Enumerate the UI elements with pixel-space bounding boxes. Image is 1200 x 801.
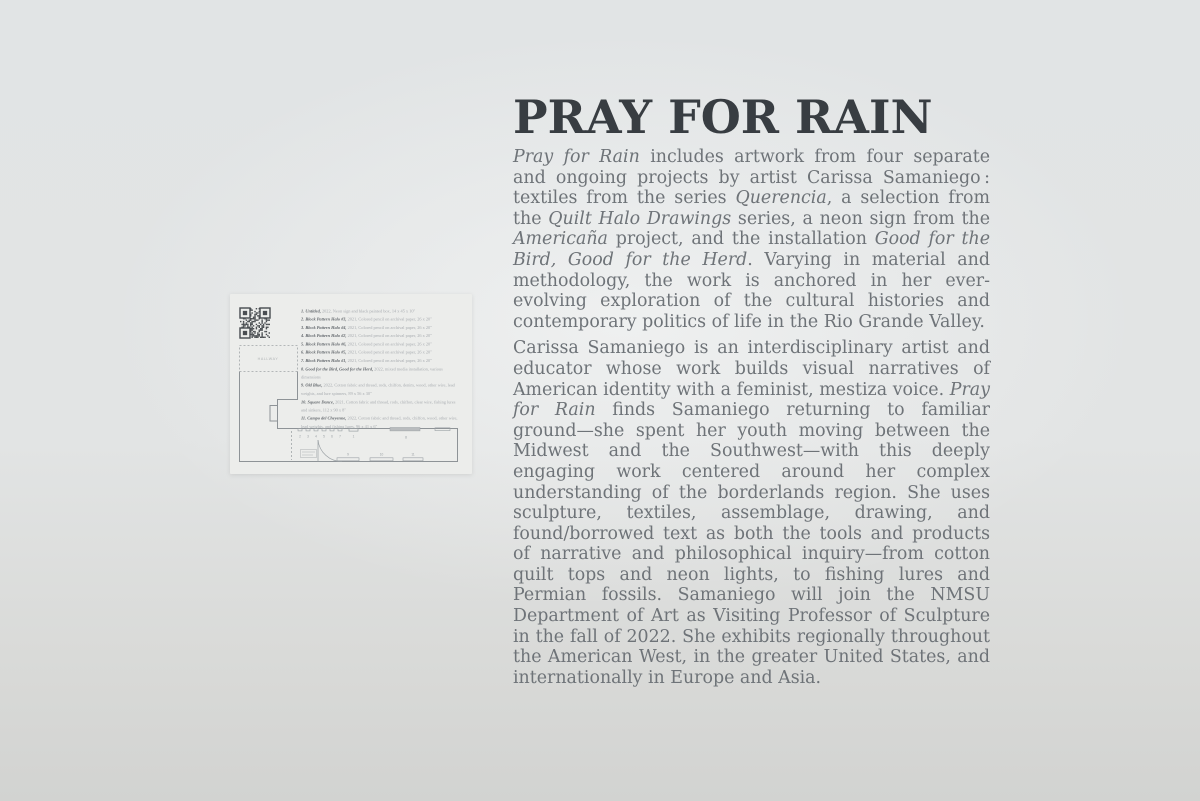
svg-text:11: 11	[411, 452, 415, 457]
checklist-item-7: 7. Block Pattern Halo #1, 2021, Colored pencil on archival paper, 26 x 20"	[301, 357, 432, 363]
svg-text:9: 9	[347, 452, 349, 457]
checklist-item-2: 2. Block Pattern Halo #3, 2021, Colored pencil on archival paper, 26 x 20"	[301, 316, 432, 322]
svg-text:5: 5	[323, 434, 325, 439]
svg-text:10: 10	[379, 452, 384, 457]
note-box	[301, 450, 317, 458]
hallway-label: HALLWAY	[257, 357, 279, 361]
checklist-item-11: 11. Campo del Cheyenne, 2022, Cotton fabric and thread, rods, chiffon, wood, other wire, lead weights, and fishing lures, 96 x 41 x 6"	[301, 415, 458, 430]
plan-number-8: 8	[405, 435, 407, 440]
checklist-item-10: 10. Square Dance, 2021, Cotton fabric and thread, rods, chiffon, clear wire, fishing lures and sinkers, 112 x 90 x 8"	[301, 399, 456, 413]
door-swing	[318, 440, 342, 462]
wall-text	[513, 90, 991, 694]
svg-text:4: 4	[315, 434, 317, 439]
checklist-item-1: 1. Untitled, 2022, Neon sign and black painted box, 14 x 45 x 10"	[301, 308, 416, 314]
artwork-markers-bottom	[337, 453, 423, 461]
checklist-item-9: 9. Old Blue, 2022, Cotton fabric and thread, rods, chiffon, denim, wood, other wire, lead weights, and lure spinners, 89 x 56 x 30"	[301, 382, 455, 396]
exhibition-title: PRAY FOR RAIN	[513, 90, 933, 144]
svg-text:7: 7	[339, 434, 341, 439]
plan-number-1: 1	[352, 434, 355, 439]
svg-text:6: 6	[331, 434, 333, 439]
exhibition-essay	[513, 147, 990, 688]
checklist-item-8: 8. Good for the Bird, Good for the Herd, 2022, mixed media installation, various dimensions	[301, 366, 443, 380]
qr-code-icon	[240, 308, 270, 338]
floor-plan-sheet	[230, 294, 472, 474]
essay-paragraph-1: Pray for Rain includes artwork from four separate and ongoing projects by artist Carissa Samaniego : textiles from the series Querencia, a selection from the Quilt Halo Drawings series, a neon sign from the Americaña project, and the installation Good for the Bird, Good for the Herd. Varying in material and methodology, the work is anchored in her ever-evolving exploration of the cultural histories and contemporary politics of life in the Rio Grande Valley.	[513, 147, 991, 332]
essay-paragraph-2: Carissa Samaniego is an interdisciplinary artist and educator whose work builds visual narratives of American identity with a feminist, mestiza voice. Pray for Rain finds Samaniego returning to familiar ground—she spent her youth moving between the Midwest and the Southwest—with this deeply engaging work centered around her complex understanding of the borderlands region. She uses sculpture, textiles, assemblage, drawing, and found/borrowed text as both the tools and products of narrative and philosophical inquiry—from cotton quilt tops and neon lights, to fishing lures and Permian fossils. Samaniego will join the NMSU Department of Art as Visiting Professor of Sculpture in the fall of 2022. She exhibits regionally throughout the American West, in the greater United States, and internationally in Europe and Asia.	[513, 338, 990, 688]
artwork-checklist	[301, 307, 461, 431]
svg-text:3: 3	[307, 434, 309, 439]
checklist-item-4: 4. Block Pattern Halo #2, 2021, Colored pencil on archival paper, 26 x 20"	[301, 333, 432, 339]
checklist-item-3: 3. Block Pattern Halo #4, 2021, Colored pencil on archival paper, 26 x 20"	[301, 324, 432, 330]
checklist-item-6: 6. Block Pattern Halo #5, 2021, Colored pencil on archival paper, 26 x 20"	[301, 349, 432, 355]
checklist-item-5: 5. Block Pattern Halo #6, 2021, Colored pencil on archival paper, 26 x 20"	[301, 341, 432, 347]
svg-text:2: 2	[299, 434, 301, 439]
